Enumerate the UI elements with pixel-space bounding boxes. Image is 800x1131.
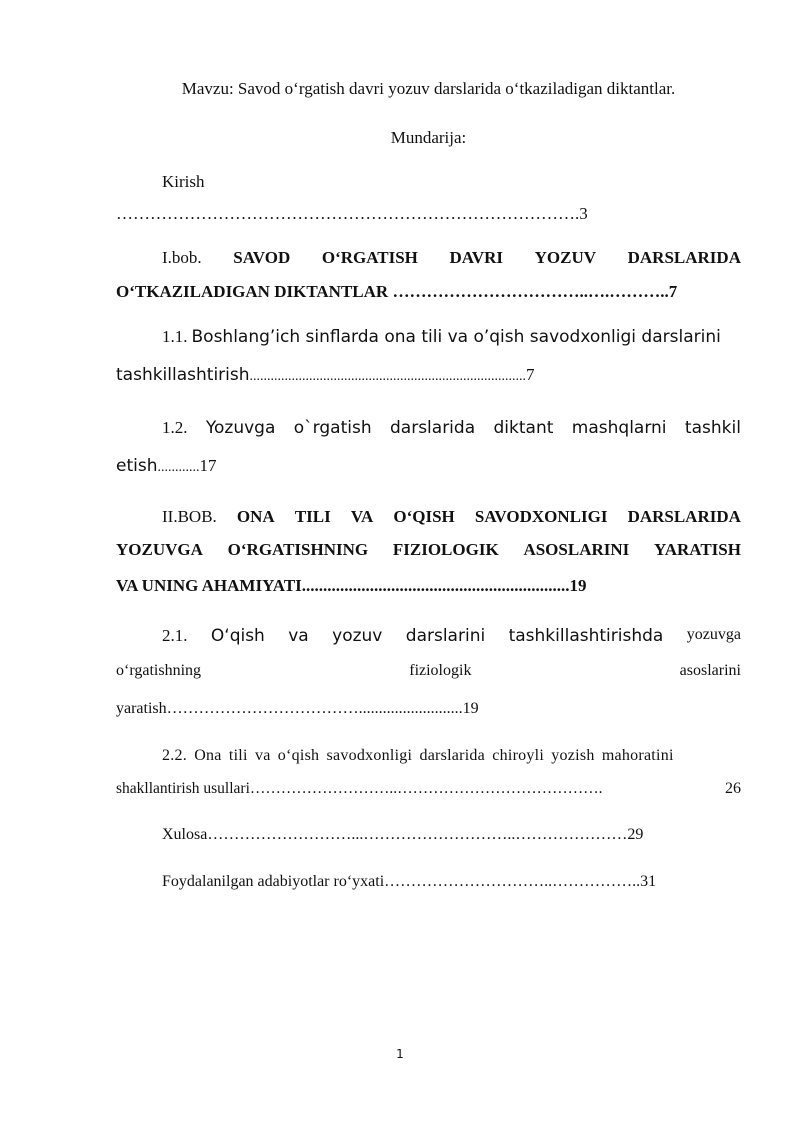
- toc-entry-references: [162, 873, 741, 891]
- toc-page-number: 29: [627, 826, 644, 843]
- toc-page-number: 31: [640, 873, 657, 890]
- toc-leader: ……………………………………………………………………….: [116, 204, 580, 223]
- page-number: 1: [396, 1047, 404, 1061]
- section-title-word: Yozuvga: [205, 418, 276, 438]
- toc-entry-ch1-line1: [162, 248, 741, 268]
- chapter-prefix: I.bob.: [162, 248, 202, 267]
- toc-page-number: 7: [668, 282, 678, 301]
- chapter-title-end: VA UNING AHAMIYATI: [116, 576, 302, 595]
- toc-entry-s21-line3: [116, 700, 741, 718]
- chapter-title-word: O‘RGATISHNING: [227, 540, 369, 559]
- toc-page-number: 3: [579, 204, 588, 223]
- toc-leader: ………………………………..........................: [166, 700, 463, 717]
- toc-entry-s12-line1: [162, 418, 741, 438]
- chapter-prefix: II.BOB.: [162, 507, 217, 526]
- toc-page-number: 26: [725, 780, 741, 797]
- toc-page-number: 19: [569, 576, 587, 595]
- chapter-title-word: YOZUV: [534, 248, 597, 267]
- toc-entry-s21-line2: [116, 662, 741, 680]
- section-title-word: diktant: [493, 418, 554, 438]
- document-title: Mavzu: Savod o‘rgatish davri yozuv darslarida o‘tkaziladigan diktantlar.: [181, 79, 676, 98]
- toc-entry-conclusion: [162, 826, 741, 844]
- toc-page-number: 7: [526, 365, 535, 384]
- toc-leader: ……………………………..….………..: [392, 282, 669, 301]
- section-title-end: etish: [116, 456, 158, 476]
- toc-entry-s22-line2: [116, 780, 741, 798]
- toc-page-number: 19: [462, 700, 479, 717]
- toc-leader: ............: [157, 460, 200, 475]
- section-title-word: tashkillashtirishda: [508, 626, 664, 646]
- section-number: 2.1.: [162, 626, 188, 645]
- toc-leader: ………………………..………………………………….: [249, 780, 603, 797]
- section-title-word: fiziologik: [409, 662, 472, 679]
- toc-entry-s12-line2: [116, 456, 741, 476]
- toc-entry-s11-line2: [116, 365, 741, 385]
- chapter-title-word: TILI: [294, 507, 331, 526]
- section-title-end: shakllantirish usullari: [116, 780, 250, 797]
- toc-page-number: 17: [199, 456, 217, 475]
- section-title-end: tashkillashtirish: [116, 365, 250, 385]
- chapter-title-word: YOZUVGA: [116, 540, 203, 559]
- section-title-word: asoslarini: [679, 662, 741, 679]
- toc-entry-ch1-line2: [116, 282, 741, 302]
- toc-entry-s22-line1: 2.2. Ona tili va o‘qish savodxonligi darslarida chiroyli yozish mahoratini: [162, 747, 674, 764]
- section-title-word: yozuvga: [686, 626, 741, 643]
- chapter-title-word: ASOSLARINI: [523, 540, 630, 559]
- section-number: 1.2.: [162, 418, 188, 437]
- toc-entry-intro-leader: [116, 204, 741, 224]
- section-title-word: o`rgatish: [293, 418, 372, 438]
- chapter-title-word: FIZIOLOGIK: [392, 540, 499, 559]
- toc-entry-ch2-line3: [116, 576, 741, 596]
- toc-label: Xulosa: [162, 826, 208, 843]
- section-title-word: yozuv: [332, 626, 383, 646]
- toc-leader: ...............................................................................: [249, 369, 527, 384]
- chapter-title-word: SAVOD: [233, 248, 291, 267]
- toc-label: Foydalanilgan adabiyotlar ro‘yxati: [162, 873, 385, 890]
- section-title-word: darslarini: [405, 626, 486, 646]
- section-title-word: o‘rgatishning: [116, 662, 202, 679]
- section-title-word: darslarida: [390, 418, 476, 438]
- toc-entry-intro-label: Kirish: [162, 172, 205, 191]
- chapter-title-word: ONA: [236, 507, 275, 526]
- section-title: Boshlang’ich sinflarda ona tili va o’qish savodxonligi darslarini: [191, 327, 721, 347]
- chapter-title-word: O‘QISH: [393, 507, 455, 526]
- toc-leader: …………………………..……………..: [384, 873, 641, 890]
- section-title-word: va: [288, 626, 309, 646]
- toc-leader: ………………………...………………………..…………………: [207, 826, 628, 843]
- chapter-title-word: DARSLARIDA: [627, 248, 741, 267]
- toc-entry-ch2-line1: [162, 507, 741, 527]
- section-title-word: tashkil: [684, 418, 741, 438]
- toc-entry-s11-line1: [162, 327, 741, 347]
- section-title-end: yaratish: [116, 700, 167, 717]
- section-title-word: mashqlarni: [571, 418, 667, 438]
- chapter-title-word: DAVRI: [449, 248, 504, 267]
- chapter-title-word: DARSLARIDA: [627, 507, 741, 526]
- chapter-title-word: YARATISH: [654, 540, 741, 559]
- toc-entry-ch2-line2: [116, 540, 741, 560]
- toc-entry-s21-line1: [162, 626, 741, 646]
- chapter-title-end: O‘TKAZILADIGAN DIKTANTLAR: [116, 282, 389, 301]
- chapter-title-word: VA: [350, 507, 374, 526]
- toc-leader: ...............................................................: [301, 576, 570, 595]
- contents-heading: Mundarija:: [390, 128, 467, 147]
- section-title-word: O‘qish: [210, 626, 265, 646]
- chapter-title-word: O‘RGATISH: [321, 248, 418, 267]
- chapter-title-word: SAVODXONLIGI: [474, 507, 608, 526]
- section-number: 1.1.: [162, 327, 188, 346]
